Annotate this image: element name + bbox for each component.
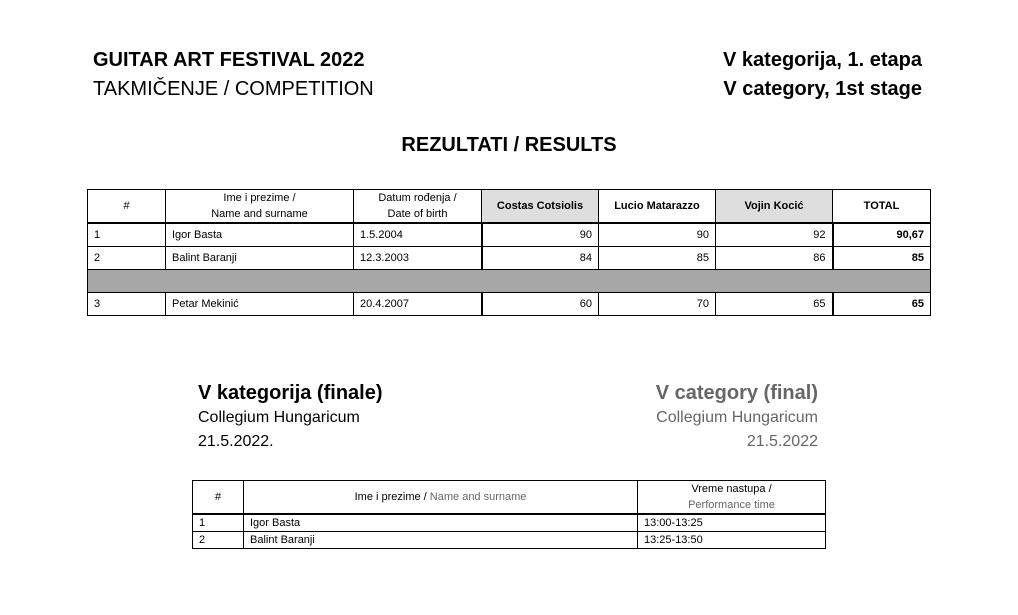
col-judge-1: Costas Cotsiolis	[482, 190, 599, 224]
cell-score-3: 92	[716, 223, 833, 247]
cell-name: Balint Baranji	[166, 247, 354, 270]
col-dob	[354, 190, 482, 224]
cell-score-1: 84	[482, 247, 599, 270]
table-row	[193, 532, 826, 549]
table-row	[88, 247, 931, 270]
results-table	[87, 189, 931, 316]
cell-score-3: 86	[716, 247, 833, 270]
cell-name: Petar Mekinić	[166, 293, 354, 316]
final-title-en: V category (final)	[655, 382, 818, 404]
header-right	[723, 46, 922, 104]
separator-row	[88, 270, 931, 293]
final-schedule-table	[192, 480, 826, 549]
cell-time: 13:00-13:25	[638, 514, 826, 532]
cell-dob: 20.4.2007	[354, 293, 482, 316]
festival-title: GUITAR ART FESTIVAL 2022	[93, 49, 365, 71]
final-venue-sr: Collegium Hungaricum	[198, 409, 360, 426]
cell-score-1: 60	[482, 293, 599, 316]
col-name	[166, 190, 354, 224]
col-total: TOTAL	[833, 190, 931, 224]
table-row	[88, 293, 931, 316]
col-time	[638, 481, 826, 515]
cell-num: 3	[88, 293, 166, 316]
cell-dob: 1.5.2004	[354, 223, 482, 247]
cell-score-2: 85	[599, 247, 716, 270]
results-header-row	[88, 190, 931, 224]
table-row	[193, 514, 826, 532]
competition-label: TAKMIČENJE / COMPETITION	[93, 78, 374, 100]
col-time-en: Performance time	[688, 499, 775, 511]
final-date-en: 21.5.2022	[746, 433, 818, 450]
col-name	[244, 481, 638, 515]
cell-score-1: 90	[482, 223, 599, 247]
final-header-row	[193, 481, 826, 515]
cell-total: 90,67	[833, 223, 931, 247]
col-name-en: Name and surname	[429, 491, 527, 503]
col-dob-sr: Datum rođenja /	[378, 192, 457, 204]
final-date-sr: 21.5.2022.	[198, 433, 274, 450]
cell-score-2: 90	[599, 223, 716, 247]
col-name-sr: Ime i prezime /	[354, 491, 427, 503]
final-title-sr: V kategorija (finale)	[198, 382, 383, 404]
category-en: V category, 1st stage	[723, 78, 922, 100]
cell-dob: 12.3.2003	[354, 247, 482, 270]
cell-total: 85	[833, 247, 931, 270]
category-sr: V kategorija, 1. etapa	[723, 49, 922, 71]
cell-num: 1	[88, 223, 166, 247]
header-left	[93, 46, 374, 104]
cell-score-2: 70	[599, 293, 716, 316]
cell-time: 13:25-13:50	[638, 532, 826, 549]
col-dob-en: Date of birth	[387, 208, 448, 220]
col-time-sr: Vreme nastupa /	[691, 483, 772, 495]
cell-total: 65	[833, 293, 931, 316]
cell-num: 2	[193, 532, 244, 549]
table-row	[88, 223, 931, 247]
final-info-sr	[198, 380, 383, 454]
cell-score-3: 65	[716, 293, 833, 316]
results-title: REZULTATI / RESULTS	[401, 134, 617, 156]
col-num: #	[193, 481, 244, 515]
col-name-sr: Ime i prezime /	[223, 192, 296, 204]
separator-cell	[88, 270, 931, 293]
col-judge-2: Lucio Matarazzo	[599, 190, 716, 224]
cell-name: Igor Basta	[166, 223, 354, 247]
col-num: #	[88, 190, 166, 224]
final-venue-en: Collegium Hungaricum	[656, 409, 818, 426]
cell-num: 2	[88, 247, 166, 270]
final-info-en	[656, 380, 818, 454]
col-judge-3: Vojin Kocić	[716, 190, 833, 224]
cell-name: Balint Baranji	[244, 532, 638, 549]
col-name-en: Name and surname	[211, 208, 308, 220]
cell-name: Igor Basta	[244, 514, 638, 532]
cell-num: 1	[193, 514, 244, 532]
